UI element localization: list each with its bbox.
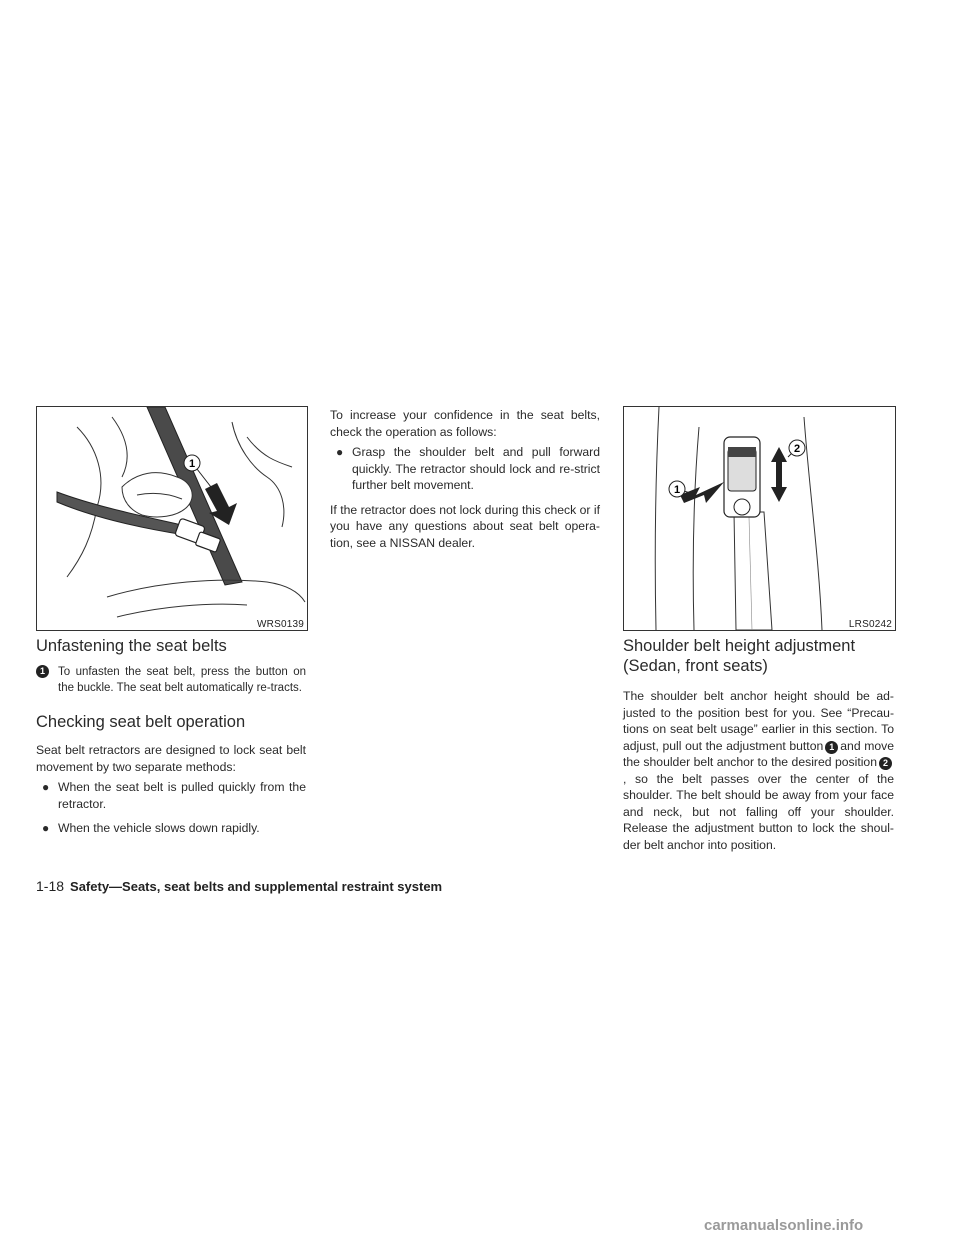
- bullet-item: [330, 444, 600, 494]
- buckle-illustration: [37, 407, 307, 630]
- figure-unfastening-buckle: [36, 406, 308, 631]
- paragraph: To increase your confidence in the seat belts, check the operation as follows:: [330, 408, 600, 439]
- section-heading: Unfastening the seat belts: [36, 637, 227, 655]
- number-badge: 2: [879, 757, 892, 770]
- text-part: The shoulder belt anchor height should be ad-justed to the position best for you. See “Precau-tions on seat belt usage” earlier in this section. To adjust, pull out the adjustment button: [623, 689, 894, 753]
- chapter-title: Safety—Seats, seat belts and supplemental restraint system: [70, 879, 443, 894]
- step-number: 1: [36, 665, 49, 678]
- checking-section: [36, 712, 306, 837]
- text-part: , so the belt passes over the center of the shoulder. The belt should be away from your face and neck, but not falling off your shoulder. Release the adjustment button to lock the shoul-der belt anchor into position.: [623, 771, 894, 852]
- figure-shoulder-anchor: [623, 406, 896, 631]
- paragraph: Seat belt retractors are designed to lock seat belt movement by two separate methods:: [36, 743, 306, 774]
- shoulder-section: [623, 636, 894, 853]
- bullet-icon: ●: [42, 821, 50, 835]
- bullet-item: [36, 779, 306, 812]
- section-heading-line2: (Sedan, front seats): [623, 657, 768, 675]
- section-heading: Checking seat belt operation: [36, 713, 246, 731]
- confidence-section: [330, 407, 600, 551]
- page-number: 1-18: [36, 878, 65, 894]
- bullet-icon: ●: [42, 780, 50, 794]
- watermark: carmanualsonline.info: [704, 1217, 864, 1234]
- callout-1-left: 1: [188, 458, 196, 470]
- figure-code: WRS0139: [257, 619, 304, 630]
- callout-1-right: 1: [673, 484, 681, 496]
- text-part: and move the shoulder belt anchor to the desired position: [623, 738, 894, 769]
- number-badge: 1: [825, 741, 838, 754]
- bullet-text: When the vehicle slows down rapidly.: [58, 821, 260, 835]
- paragraph: [623, 688, 894, 853]
- figure-code: LRS0242: [848, 619, 892, 630]
- bullet-icon: ●: [336, 445, 344, 459]
- bullet-text: Grasp the shoulder belt and pull forward quickly. The retractor should lock and re-strict further belt movement.: [352, 445, 600, 492]
- page-footer: [36, 878, 442, 894]
- step-text: To unfasten the seat belt, press the button on the buckle. The seat belt automatically re-tracts.: [58, 666, 306, 694]
- anchor-illustration: [624, 407, 895, 630]
- step-1: [36, 664, 306, 696]
- callout-2-right: 2: [793, 443, 801, 455]
- bullet-text: When the seat belt is pulled quickly from the retractor.: [58, 780, 306, 811]
- paragraph: If the retractor does not lock during this check or if you have any questions about seat belt opera-tion, see a NISSAN dealer.: [330, 502, 600, 550]
- unfastening-section: [36, 636, 306, 696]
- section-heading-line1: Shoulder belt height adjustment: [623, 637, 856, 655]
- bullet-item: [36, 820, 306, 837]
